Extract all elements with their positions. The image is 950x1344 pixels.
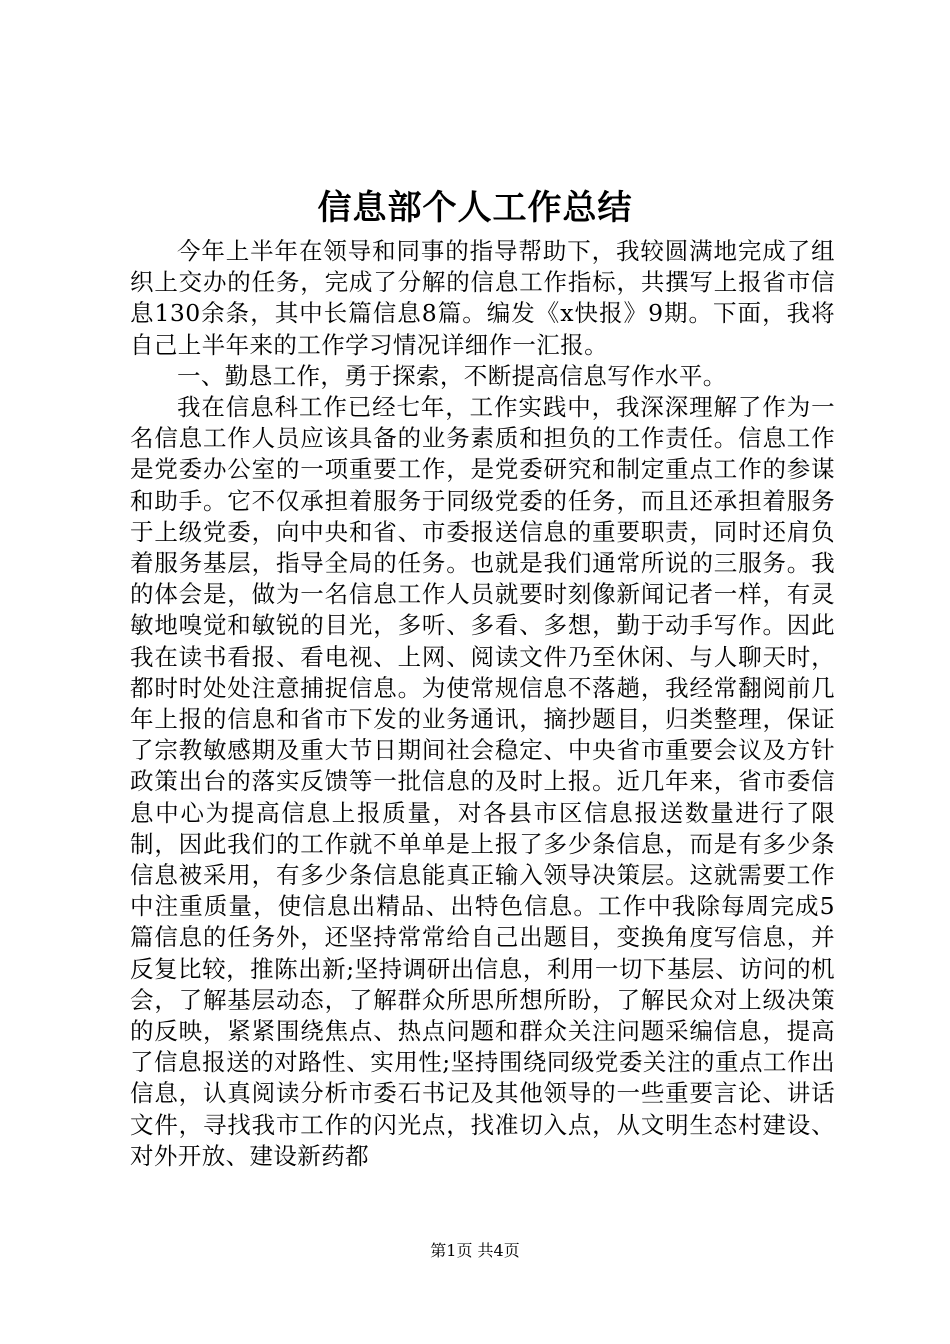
section-heading-1: 一、勤恳工作，勇于探索，不断提高信息写作水平。 <box>177 361 727 390</box>
document-body <box>130 236 835 1172</box>
page-footer: 第1页 共4页 <box>430 1241 520 1260</box>
document-title: 信息部个人工作总结 <box>317 188 633 228</box>
intro-paragraph: 今年上半年在领导和同事的指导帮助下，我较圆满地完成了组织上交办的任务，完成了分解的信息工作指标，共撰写上报省市信息130余条，其中长篇信息8篇。编发《x快报》9期。下面，我将自己上半年来的工作学习情况详细作一汇报。 <box>130 237 835 359</box>
body-paragraph: 我在信息科工作已经七年，工作实践中，我深深理解了作为一名信息工作人员应该具备的业务素质和担负的工作责任。信息工作是党委办公室的一项重要工作，是党委研究和制定重点工作的参谋和助手。它不仅承担着服务于同级党委的任务，而且还承担着服务于上级党委，向中央和省、市委报送信息的重要职责，同时还肩负着服务基层，指导全局的任务。也就是我们通常所说的三服务。我的体会是，做为一名信息工作人员就要时刻像新闻记者一样，有灵敏地嗅觉和敏锐的目光，多听、多看、多想，勤于动手写作。因此我在读书看报、看电视、上网、阅读文件乃至休闲、与人聊天时，都时时处处注意捕捉信息。为使常规信息不落趟，我经常翻阅前几年上报的信息和省市下发的业务通讯，摘抄题目，归类整理，保证了宗教敏感期及重大节日期间社会稳定、中央省市重要会议及方针政策出台的落实反馈等一批信息的及时上报。近几年来，省市委信息中心为提高信息上报质量，对各县市区信息报送数量进行了限制，因此我们的工作就不单单是上报了多少条信息，而是有多少条信息被采用，有多少条信息能真正输入领导决策层。这就需要工作中注重质量，使信息出精品、出特色信息。工作中我除每周完成5篇信息的任务外，还坚持常常给自己出题目，变换角度写信息，并反复比较，推陈出新;坚持调研出信息，利用一切下基层、访问的机会，了解基层动态，了解群众所思所想所盼，了解民众对上级决策的反映，紧紧围绕焦点、热点问题和群众关注问题采编信息，提高了信息报送的对路性、实用性;坚持围绕同级党委关注的重点工作出信息，认真阅读分析市委石书记及其他领导的一些重要言论、讲话文件，寻找我市工作的闪光点，找准切入点，从文明生态村建设、对外开放、建设新药都 <box>130 393 835 1170</box>
